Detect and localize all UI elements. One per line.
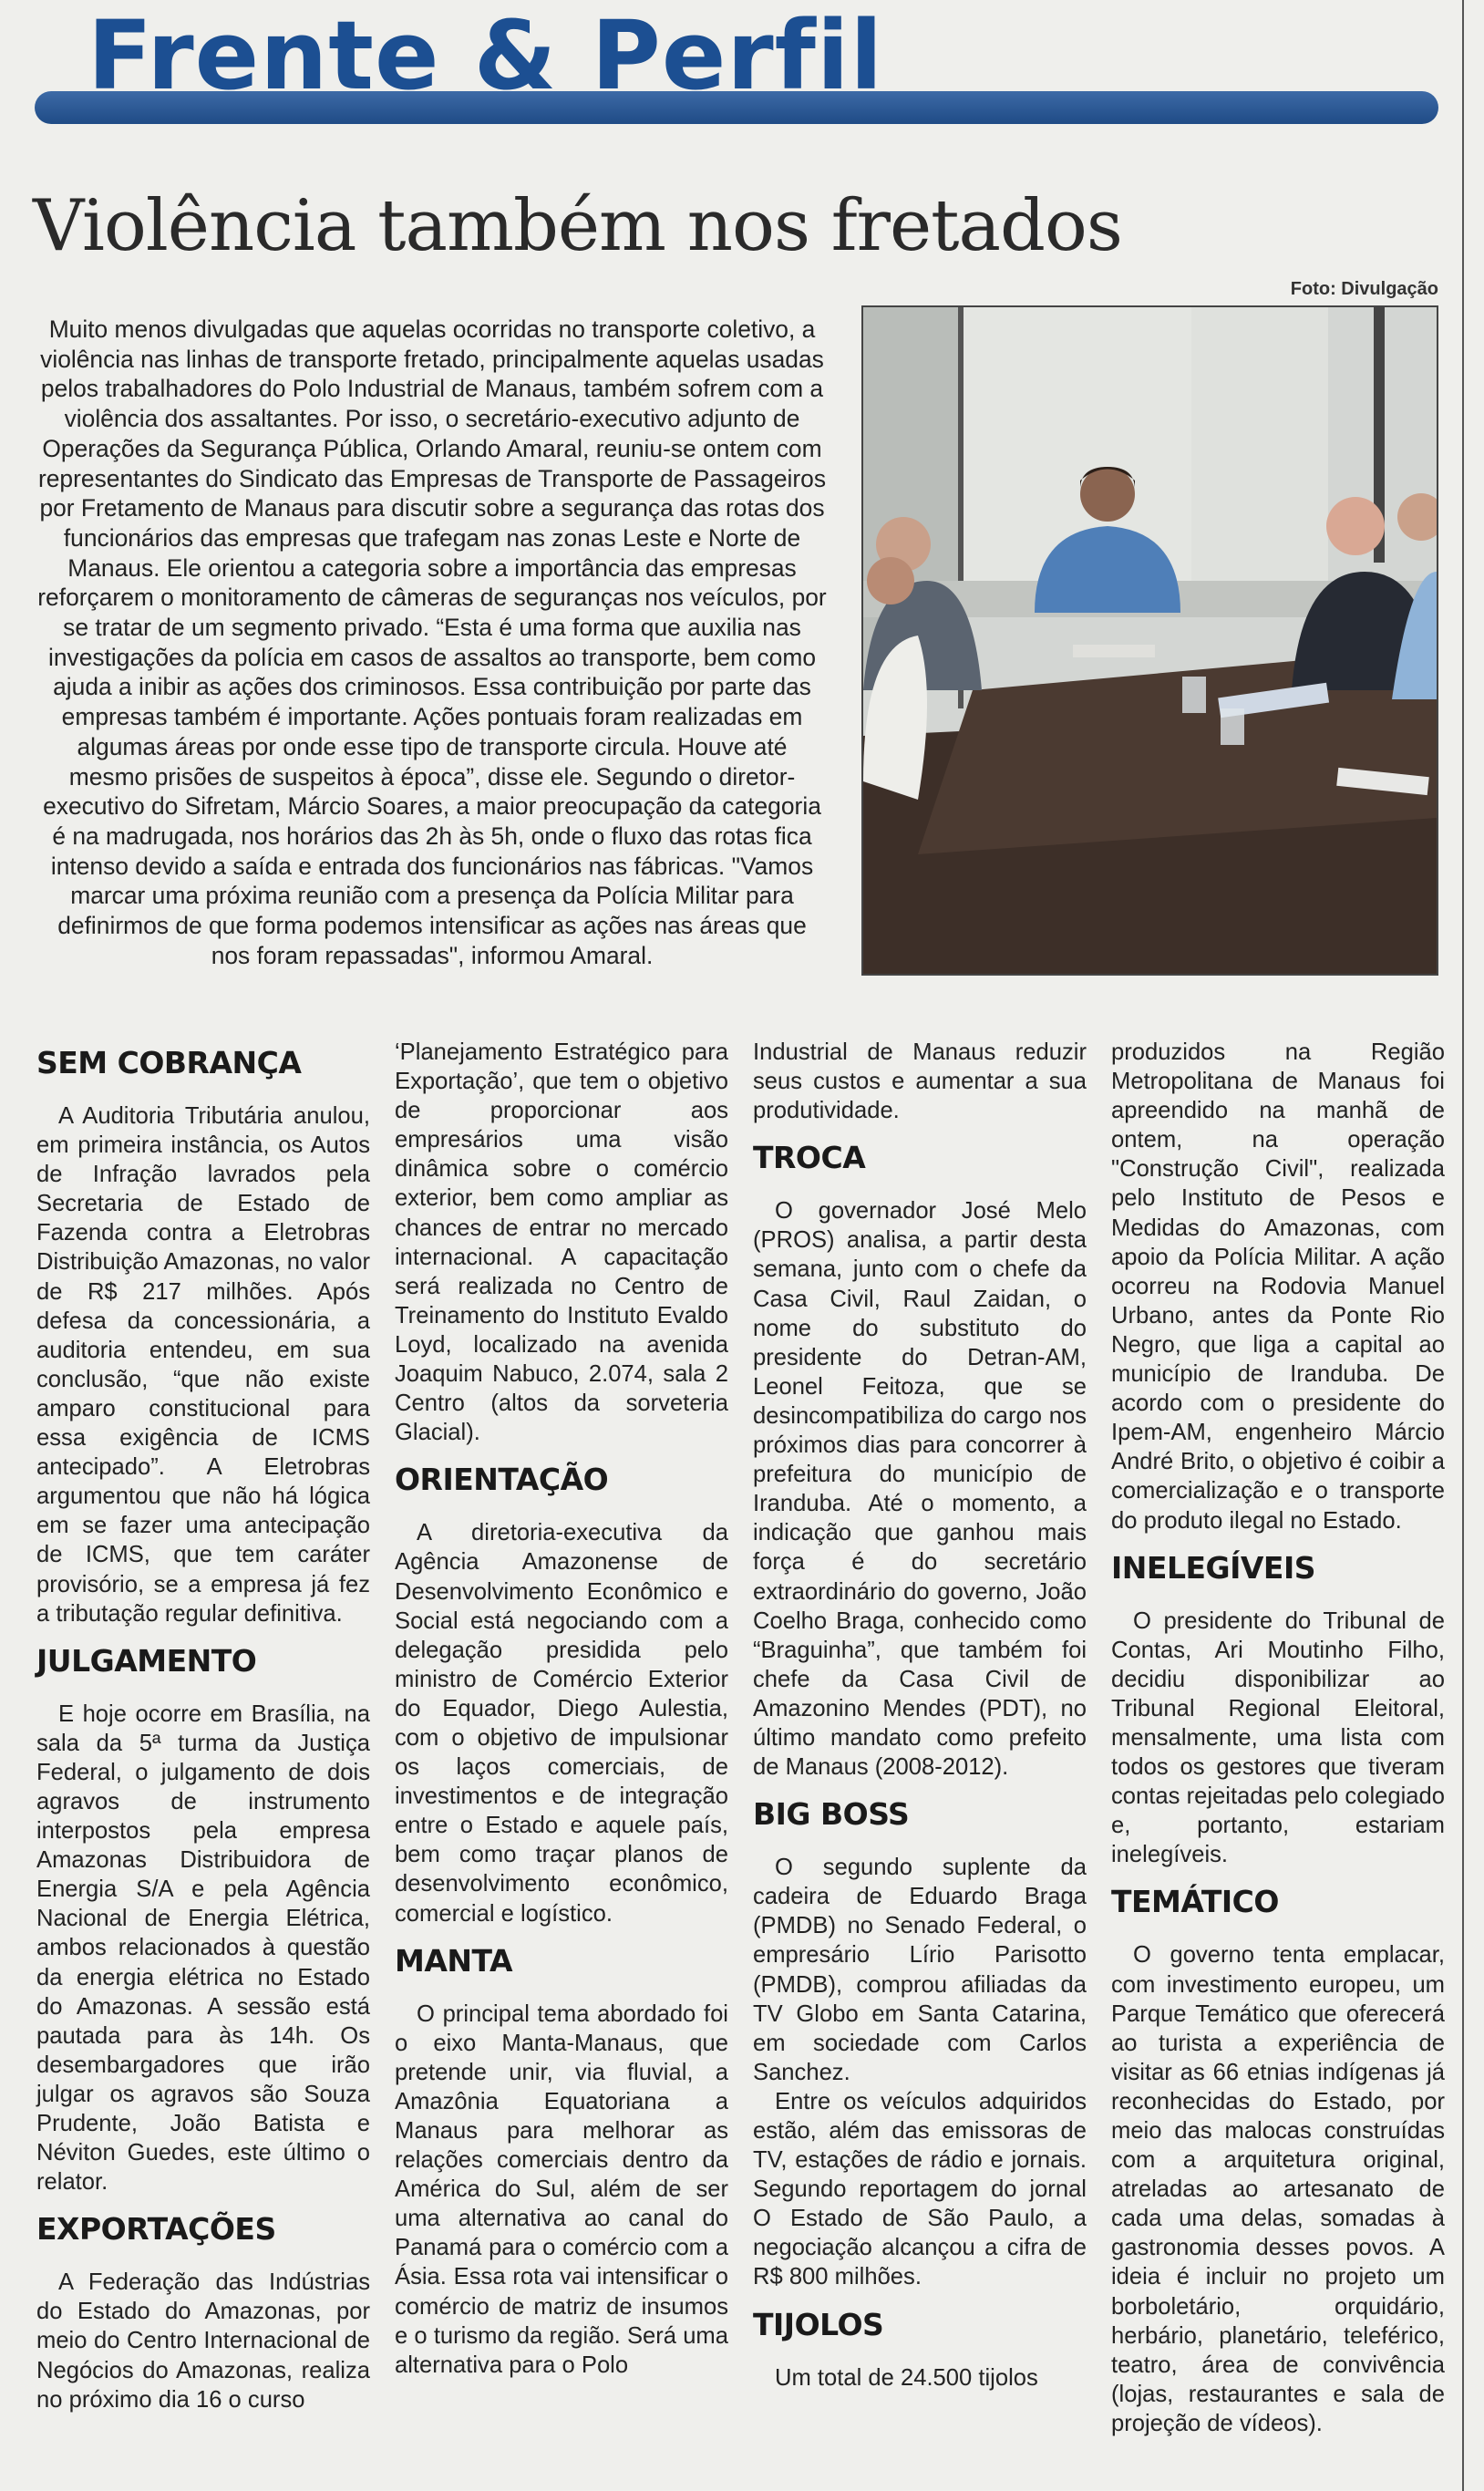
text-exportacoes-cont: ‘Planejamento Estratégico para Exportação’, que tem o objetivo de proporcionar aos empresários uma visão dinâmica sobre o comércio exterior, bem como ampliar as chances de entrar no mercado internacional. A capacitação será realizada no Centro de Treinamento do Instituto Evaldo Loyd, localizado na avenida Joaquim Nabuco, 2.074, sala 2 Centro (altos da sorveteria Glacial). (395, 1039, 728, 1446)
text-big-boss-2: Entre os veículos adquiridos estão, além das emissoras de TV, estações de rádio e jornais. Segundo reportagem do jornal O Estado de São Paulo, a negociação alcançou a cifra de R$ 800 milhões. (753, 2088, 1087, 2290)
heading-julgamento: JULGAMENTO (36, 1642, 257, 1679)
article-lede (36, 315, 828, 970)
text-orientacao: A diretoria-executiva da Agência Amazonense de Desenvolvimento Econômico e Social está negociando com a delegação presidida pelo ministro de Comércio Exterior do Equador, Diego Aulestia, com o objetivo de impulsionar os laços comerciais, de investimentos e de integração entre o Estado e aquele país, bem como traçar planos de desenvolvimento econômico, comercial e logístico. (395, 1520, 728, 1927)
meeting-photo-illustration (863, 307, 1437, 974)
article-headline: Violência também nos fretados (33, 185, 1122, 267)
text-julgamento: E hoje ocorre em Brasília, na sala da 5ª turma da Justiça Federal, o julgamento de dois agravos de instrumento interpostos pela empresa Amazonas Distribuidora de Energia S/A e pela Agência Nacional de Energia Elétrica, ambos relacionados à questão da energia elétrica no Estado do Amazonas. A sessão está pautada para às 14h. Os desembargadores que irão julgar os agravos são Souza Prudente, João Batista e Néviton Guedes, este último o relator. (36, 1700, 370, 2196)
heading-manta: MANTA (395, 1942, 512, 1979)
text-tijolos-cont: produzidos na Região Metropolitana de Manaus foi apreendido na manhã de ontem, na operação "Construção Civil", realizada pelo Instituto de Pesos e Medidas do Amazonas, com apoio da Polícia Militar. A ação ocorreu na Rodovia Manuel Urbano, antes da Ponte Rio Negro, que liga a capital ao município de Iranduba. De acordo com o presidente do Ipem-AM, engenheiro Márcio André Brito, o objetivo é coibir a comercialização e o transporte do produto ilegal no Estado. (1111, 1039, 1445, 1534)
lede-text: Muito menos divulgadas que aquelas ocorridas no transporte coletivo, a violência nas linhas de transporte fretado, principalmente aquelas usadas pelos trabalhadores do Polo Industrial de Manaus, também sofrem com a violência dos assaltantes. Por isso, o secretário-executivo adjunto de Operações da Segurança Pública, Orlando Amaral, reuniu-se ontem com representantes do Sindicato das Empresas de Transporte de Passageiros por Fretamento de Manaus para discutir sobre a segurança das rotas dos funcionários das empresas que trafegam nas zonas Leste e Norte de Manaus. Ele orientou a categoria sobre a importância das empresas reforçarem o monitoramento de câmeras de seguranças nos veículos, por se tratar de um segmento privado. “Esta é uma forma que auxilia nas investigações da polícia em casos de assaltos ao transporte, bem como ajuda a inibir as ações dos criminosos. Essa contribuição por parte das empresas também é importante. Ações pontuais foram realizadas em algumas áreas por onde esse tipo de transporte circula. Houve até mesmo prisões de suspeitos à época”, disse ele. Segundo o diretor-executivo do Sifretam, Márcio Soares, a maior preocupação da categoria é na madrugada, nos horários das 2h às 5h, onde o fluxo das rotas fica intenso devido a saída e entrada dos funcionários nas fábricas. "Vamos marcar uma próxima reunião com a presença da Polícia Militar para definirmos de que forma podemos intensificar as ações nas áreas que nos foram repassadas", informou Amaral. (37, 315, 827, 969)
photo-credit: Foto: Divulgação (1290, 279, 1438, 299)
section-title: Frente & Perfil (88, 0, 884, 111)
text-tijolos: Um total de 24.500 tijolos (775, 2364, 1038, 2391)
text-inelegiveis: O presidente do Tribunal de Contas, Ari Moutinho Filho, decidiu disponibilizar ao Tribunal Regional Eleitoral, mensalmente, uma lista com todos os gestores que tiveram contas rejeitadas pelo colegiado e, portanto, estariam inelegíveis. (1111, 1607, 1445, 1868)
heading-exportacoes: EXPORTAÇÕES (36, 2211, 276, 2248)
heading-tematico: TEMÁTICO (1111, 1884, 1279, 1920)
text-manta-cont: Industrial de Manaus reduzir seus custos e aumentar a sua produtividade. (753, 1039, 1087, 1124)
text-troca: O governador José Melo (PROS) analisa, a partir desta semana, junto com o chefe da Casa Civil, Raul Zaidan, o nome do substituto do presidente do Detran-AM, Leonel Feitoza, que se desincompatibiliza do cargo nos próximos dias para concorrer à prefeitura do município de Iranduba. Até o momento, a indicação que ganhou mais força é do secretário extraordinário do governo, João Coelho Braga, conhecido como “Braguinha”, que também foi chefe da Casa Civil de Amazonino Mendes (PDT), no último mandato como prefeito de Manaus (2008-2012). (753, 1198, 1087, 1781)
heading-tijolos: TIJOLOS (753, 2306, 884, 2342)
text-tematico: O governo tenta emplacar, com investimento europeu, um Parque Temático que oferecerá ao turista a experiência de visitar as 66 etnias indígenas já reconhecidas do Estado, por meio das malocas construídas com a arquitetura original, atreladas ao artesanato de cada uma delas, somadas à gastronomia desses povos. A ideia é incluir no projeto um borboletário, orquidário, herbário, planetário, teleférico, teatro, área de convivência (lojas, restaurantes e sala de projeção de vídeos). (1111, 1942, 1445, 2436)
text-big-boss-1: O segundo suplente da cadeira de Eduardo Braga (PMDB) no Senado Federal, o empresário Lírio Parisotto (PMDB), comprou afiliadas da TV Globo em Santa Catarina, em sociedade com Carlos Sanchez. (753, 1855, 1087, 2085)
heading-troca: TROCA (753, 1140, 866, 1176)
heading-orientacao: ORIENTAÇÃO (395, 1462, 609, 1498)
heading-sem-cobranca: SEM COBRANÇA (36, 1045, 302, 1080)
masthead (35, 0, 1438, 135)
column-3 (753, 1038, 1087, 2393)
page-edge-rule (1462, 0, 1464, 2491)
column-1 (36, 1038, 370, 2414)
heading-inelegiveis: INELEGÍVEIS (1111, 1549, 1316, 1586)
text-exportacoes: A Federação das Indústrias do Estado do Amazonas, por meio do Centro Internacional de Negócios do Amazonas, realiza no próximo dia 16 o curso (36, 2269, 370, 2413)
text-sem-cobranca: A Auditoria Tributária anulou, em primeira instância, os Autos de Infração lavrados pela Secretaria de Estado de Fazenda contra a Eletrobras Distribuição Amazonas, no valor de R$ 217 milhões. Após defesa da concessionária, a auditoria entendeu, em sua conclusão, “que não existe amparo constitucional para essa exigência de ICMS antecipado”. A Eletrobras argumentou que não há lógica em se fazer uma antecipação de ICMS, que tem caráter provisório, se a empresa já fez a tributação regular definitiva. (36, 1103, 370, 1627)
meeting-photo (861, 305, 1438, 976)
text-manta: O principal tema abordado foi o eixo Manta-Manaus, que pretende unir, via fluvial, a Amazônia Equatoriana a Manaus para melhorar as relações comerciais dentro da América do Sul, além de ser uma alternativa ao canal do Panamá para o comércio com a Ásia. Essa rota vai intensificar o comércio de matriz de insumos e o turismo da região. Será uma alternativa para o Polo (395, 2000, 728, 2378)
heading-big-boss: BIG BOSS (753, 1796, 910, 1833)
column-4 (1111, 1038, 1445, 2438)
column-2 (395, 1038, 728, 2380)
